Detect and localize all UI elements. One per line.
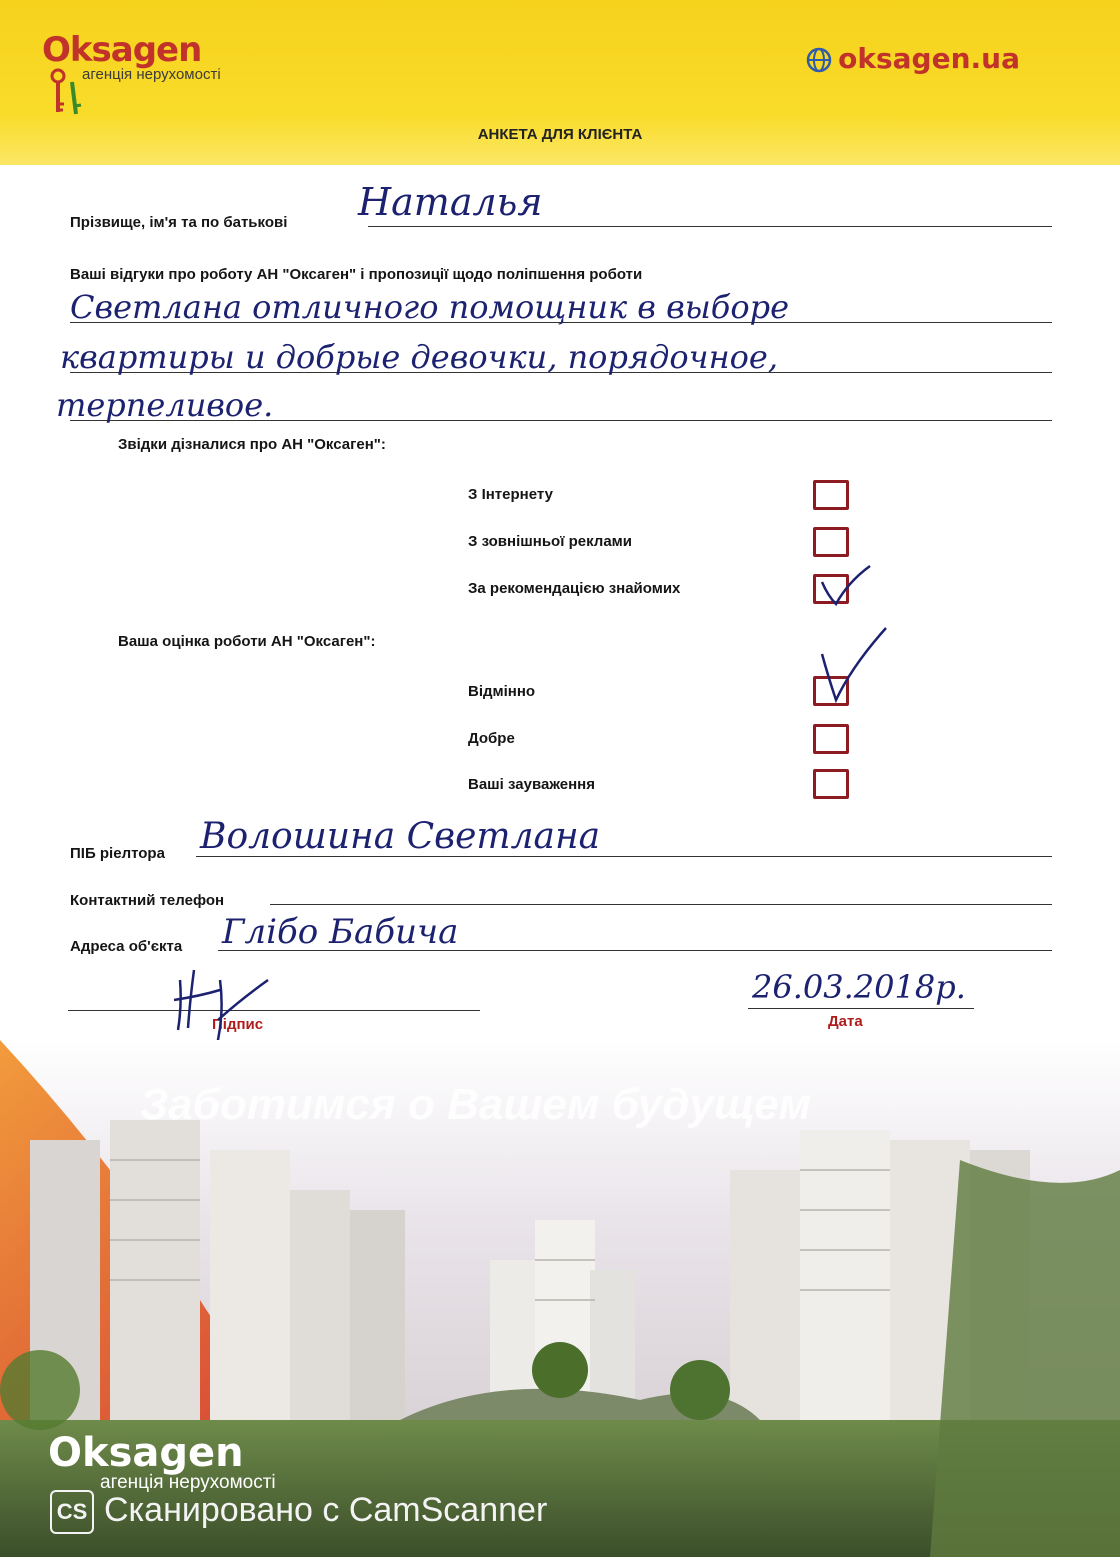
feedback-text-line-3[interactable]: терпеливое. (56, 386, 274, 424)
source-internet-checkbox[interactable] (813, 480, 849, 510)
date-label: Дата (828, 1013, 863, 1030)
camscanner-icon: CS (50, 1490, 94, 1534)
globe-icon (806, 47, 832, 73)
phone-label: Контактний телефон (70, 892, 225, 909)
footer-logo: Oksagen агенція нерухомості (48, 1430, 276, 1493)
rating-option-label: Добре (468, 730, 515, 747)
phone-line (270, 904, 1052, 905)
footer-logo-subtitle: агенція нерухомості (100, 1472, 276, 1493)
address-label: Адреса об'єкта (70, 938, 183, 955)
oksagen-logo: Oksagen агенція нерухомості (42, 30, 221, 83)
logo-text: ksagen (69, 30, 202, 70)
realtor-label: ПІБ ріелтора (70, 845, 165, 862)
footer-logo-text: ksagen (82, 1430, 244, 1476)
rating-question: Ваша оцінка роботи АН "Оксаген": (118, 633, 376, 650)
feedback-text-line-2[interactable]: квартиры и добрые девочки, порядочное, (60, 338, 779, 376)
feedback-label: Ваші відгуки про роботу АН "Оксаген" і пропозиції щодо поліпшення роботи (70, 266, 643, 283)
address-value[interactable]: Глібо Бабича (222, 912, 459, 952)
source-option-label: З зовнішньої реклами (468, 533, 632, 550)
source-question: Звідки дізналися про АН "Оксаген": (118, 436, 386, 453)
signature-label: Підпис (212, 1016, 264, 1033)
name-line (368, 226, 1052, 227)
logo-subtitle: агенція нерухомості (82, 66, 221, 83)
date-line (748, 1008, 974, 1009)
name-value[interactable]: Наталья (358, 180, 543, 224)
date-value[interactable]: 26.03.2018р. (752, 968, 966, 1006)
tagline: Заботимся о Вашем будущем (140, 1080, 812, 1129)
checkmark-icon (812, 626, 892, 706)
rating-remarks-checkbox[interactable] (813, 769, 849, 799)
camscanner-watermark: CS Сканировано с CamScanner (50, 1490, 547, 1534)
rating-good-checkbox[interactable] (813, 724, 849, 754)
website-link[interactable] (806, 42, 1020, 75)
name-label: Прізвище, ім'я та по батькові (70, 214, 288, 231)
realtor-value[interactable]: Волошина Светлана (200, 816, 601, 857)
source-ads-checkbox[interactable] (813, 527, 849, 557)
form-title: АНКЕТА ДЛЯ КЛІЄНТА (477, 126, 643, 143)
rating-option-label: Відмінно (468, 683, 536, 700)
source-option-label: За рекомендацією знайомих (468, 580, 681, 597)
keys-icon (46, 68, 86, 118)
source-option-label: З Інтернету (468, 486, 553, 503)
rating-option-label: Ваші зауваження (468, 776, 595, 793)
website-text: oksagen.ua (838, 42, 1020, 75)
feedback-text-line-1[interactable]: Светлана отличного помощник в выборе (70, 288, 789, 326)
checkmark-icon (814, 560, 874, 610)
